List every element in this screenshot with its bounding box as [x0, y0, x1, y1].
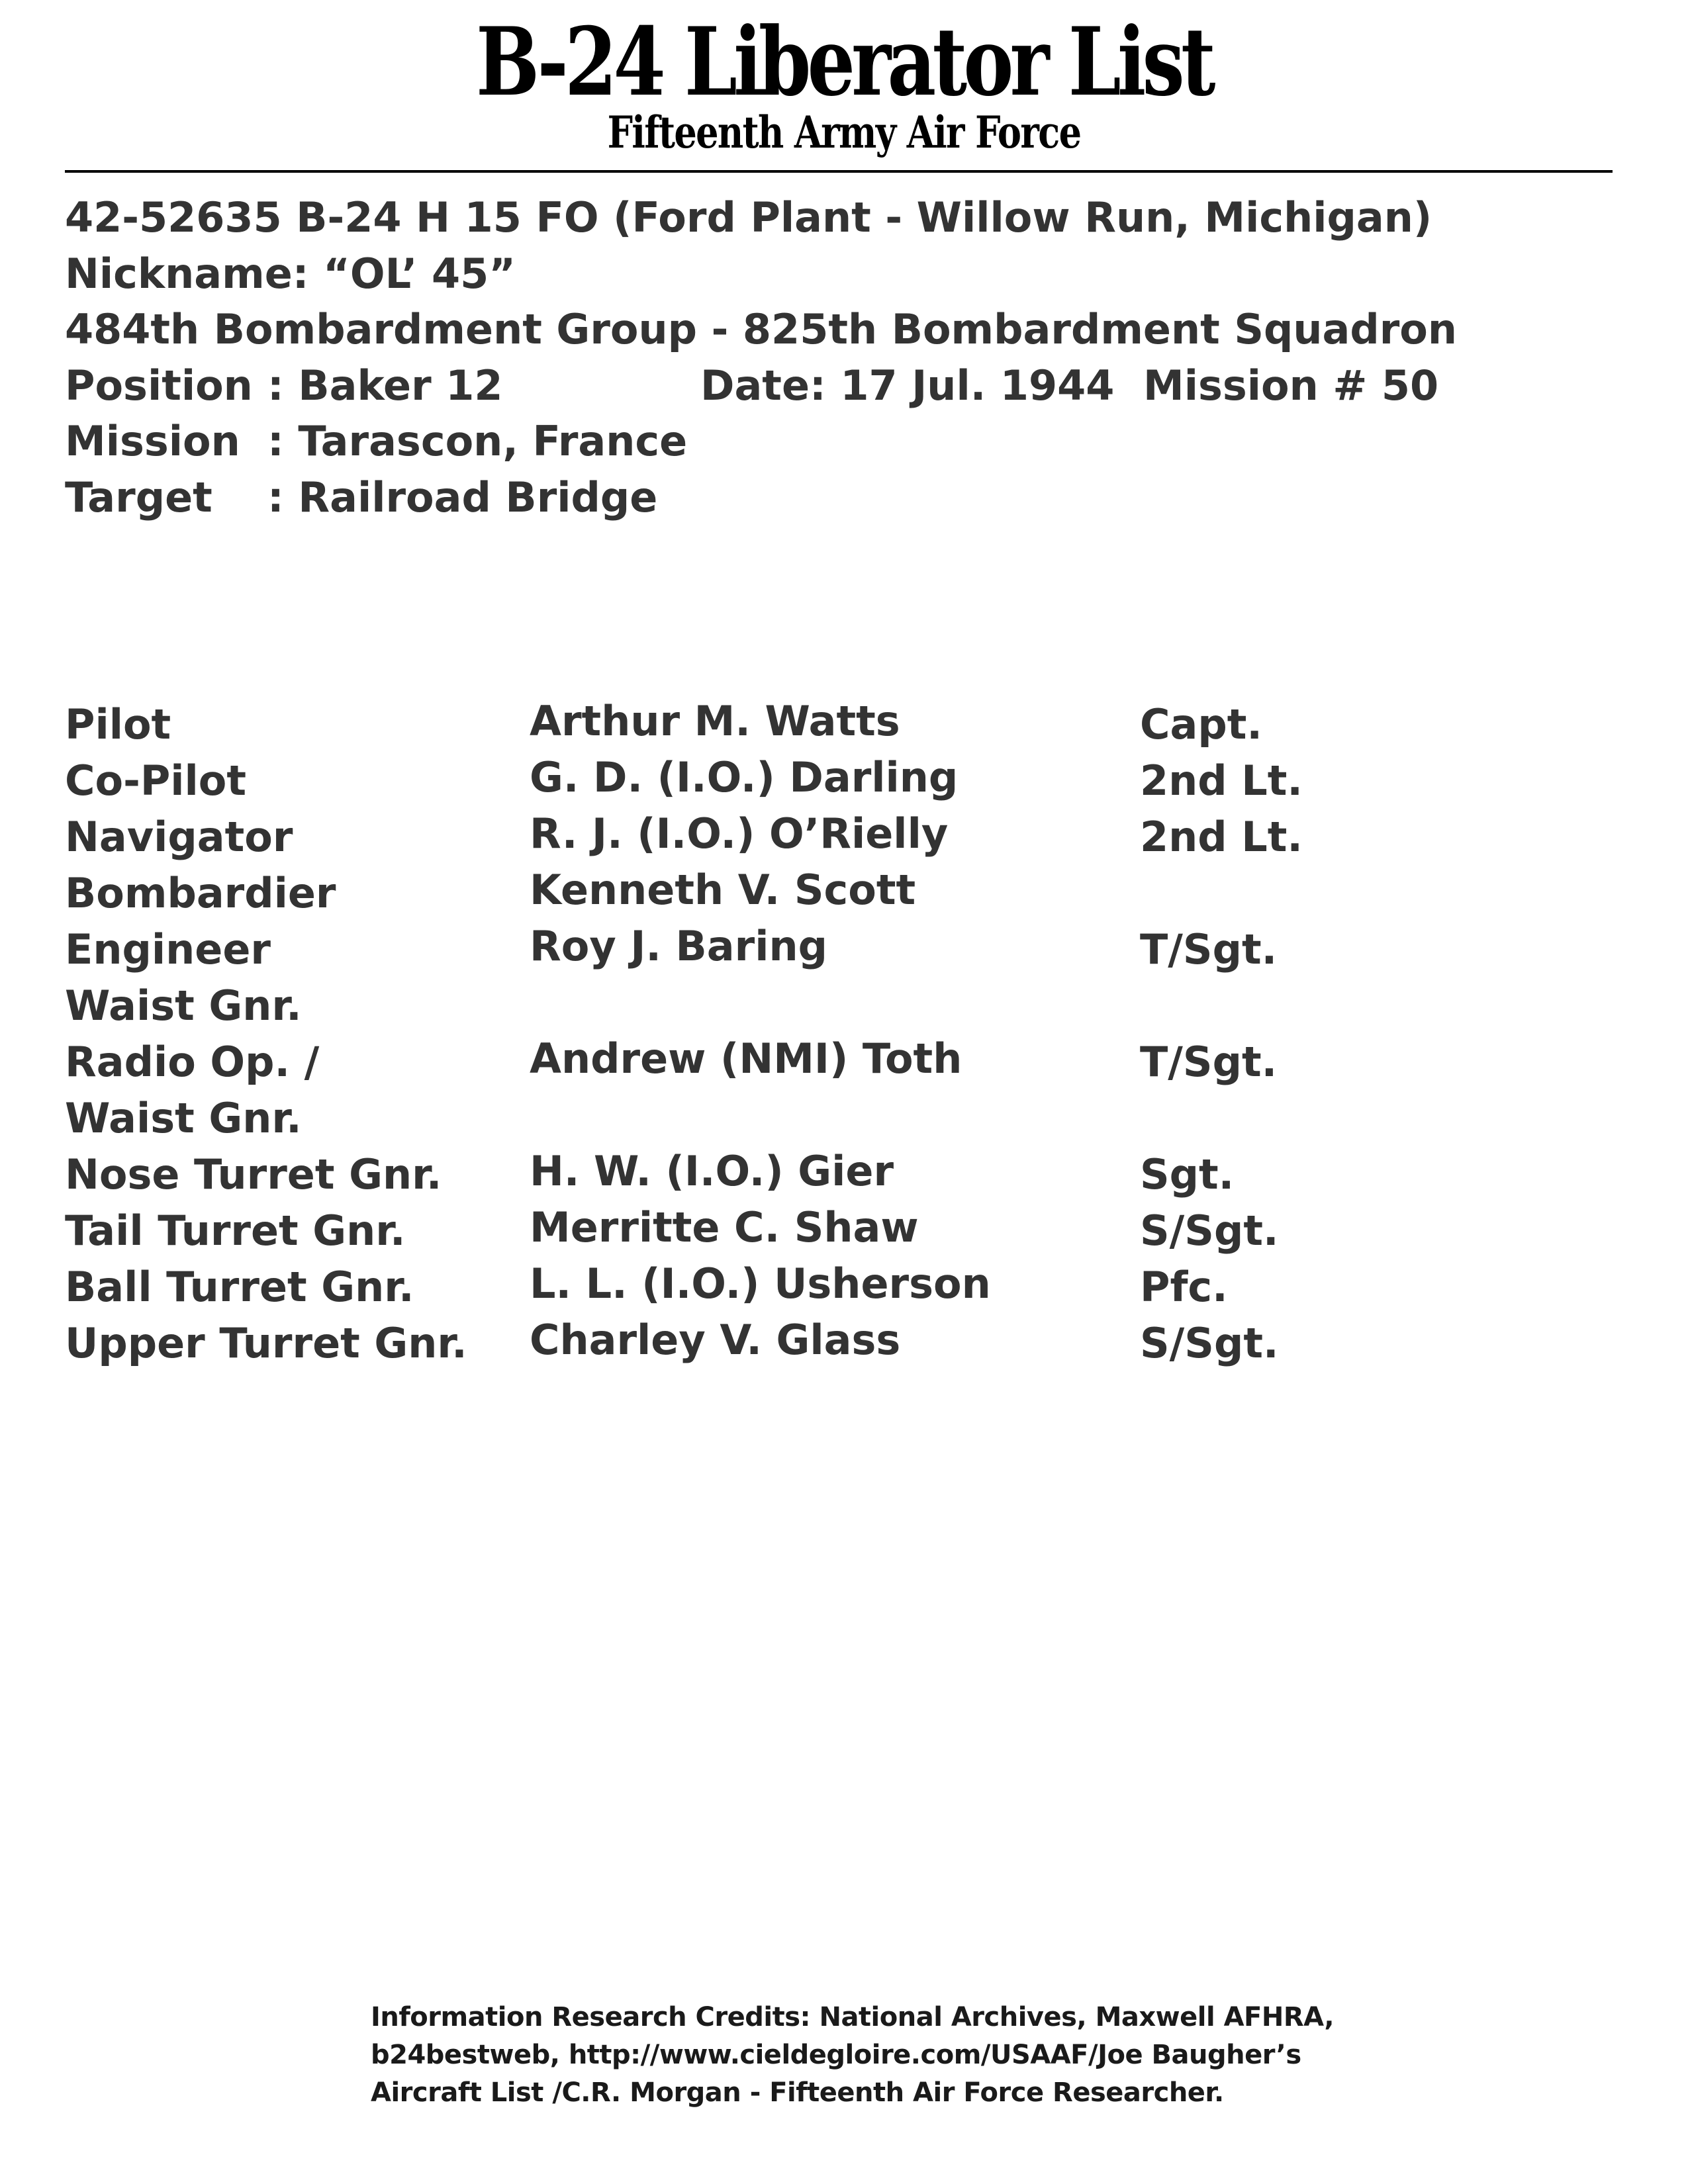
crew-rank: Capt.	[1140, 700, 1262, 749]
credits-line: Information Research Credits: National Archives, Maxwell AFHRA,	[371, 2002, 1335, 2032]
credits-line: Aircraft List /C.R. Morgan - Fifteenth Air Force Researcher.	[371, 2077, 1224, 2108]
crew-role: Waist Gnr.	[65, 1094, 302, 1142]
crew-rank: Pfc.	[1140, 1263, 1228, 1311]
aircraft-group: 484th Bombardment Group - 825th Bombardment Squadron	[65, 305, 1458, 353]
page-subtitle: Fifteenth Army Air Force	[607, 107, 1081, 158]
crew-role: Bombardier	[65, 869, 336, 917]
aircraft-nickname: Nickname: “OL’ 45”	[65, 250, 516, 298]
crew-rank: S/Sgt.	[1140, 1319, 1279, 1367]
crew-role: Radio Op. /	[65, 1038, 320, 1086]
mission-label: Mission	[65, 417, 240, 465]
crew-role: Tail Turret Gnr.	[65, 1206, 406, 1255]
position-label: Position	[65, 361, 253, 410]
crew-name: Charley V. Glass	[530, 1316, 901, 1364]
crew-role: Nose Turret Gnr.	[65, 1150, 442, 1199]
target-value: : Railroad Bridge	[267, 473, 658, 522]
page-title: B-24 Liberator List	[476, 7, 1212, 117]
target-label: Target	[65, 473, 212, 522]
crew-rank: T/Sgt.	[1140, 1038, 1278, 1086]
crew-role: Navigator	[65, 813, 293, 861]
crew-name: Merritte C. Shaw	[530, 1203, 919, 1251]
crew-rank: 2nd Lt.	[1140, 813, 1303, 861]
crew-rank: T/Sgt.	[1140, 925, 1278, 974]
crew-name: Roy J. Baring	[530, 922, 827, 970]
crew-name: G. D. (I.O.) Darling	[530, 753, 959, 801]
crew-name: R. J. (I.O.) O’Rielly	[530, 809, 949, 858]
crew-rank: Sgt.	[1140, 1150, 1235, 1199]
mission-date: Date: 17 Jul. 1944	[700, 361, 1115, 410]
crew-role: Ball Turret Gnr.	[65, 1263, 414, 1311]
crew-rank: 2nd Lt.	[1140, 756, 1303, 805]
credits-line: b24bestweb, http://www.cieldegloire.com/USAAF/Joe Baugher’s	[371, 2040, 1301, 2070]
crew-name: L. L. (I.O.) Usherson	[530, 1259, 991, 1308]
mission-number: Mission # 50	[1143, 361, 1439, 410]
aircraft-serial-line: 42-52635 B-24 H 15 FO (Ford Plant - Willow Run, Michigan)	[65, 193, 1432, 242]
crew-role: Waist Gnr.	[65, 981, 302, 1030]
crew-role: Engineer	[65, 925, 271, 974]
crew-role: Pilot	[65, 700, 171, 749]
crew-name: Kenneth V. Scott	[530, 866, 916, 914]
crew-role: Upper Turret Gnr.	[65, 1319, 467, 1367]
position-value: : Baker 12	[267, 361, 503, 410]
crew-name: Andrew (NMI) Toth	[530, 1034, 962, 1083]
crew-name: H. W. (I.O.) Gier	[530, 1147, 894, 1195]
header-divider	[65, 170, 1613, 173]
crew-rank: S/Sgt.	[1140, 1206, 1279, 1255]
research-credits	[371, 1999, 1496, 2112]
mission-value: : Tarascon, France	[267, 417, 688, 465]
crew-name: Arthur M. Watts	[530, 697, 900, 745]
crew-role: Co-Pilot	[65, 756, 247, 805]
